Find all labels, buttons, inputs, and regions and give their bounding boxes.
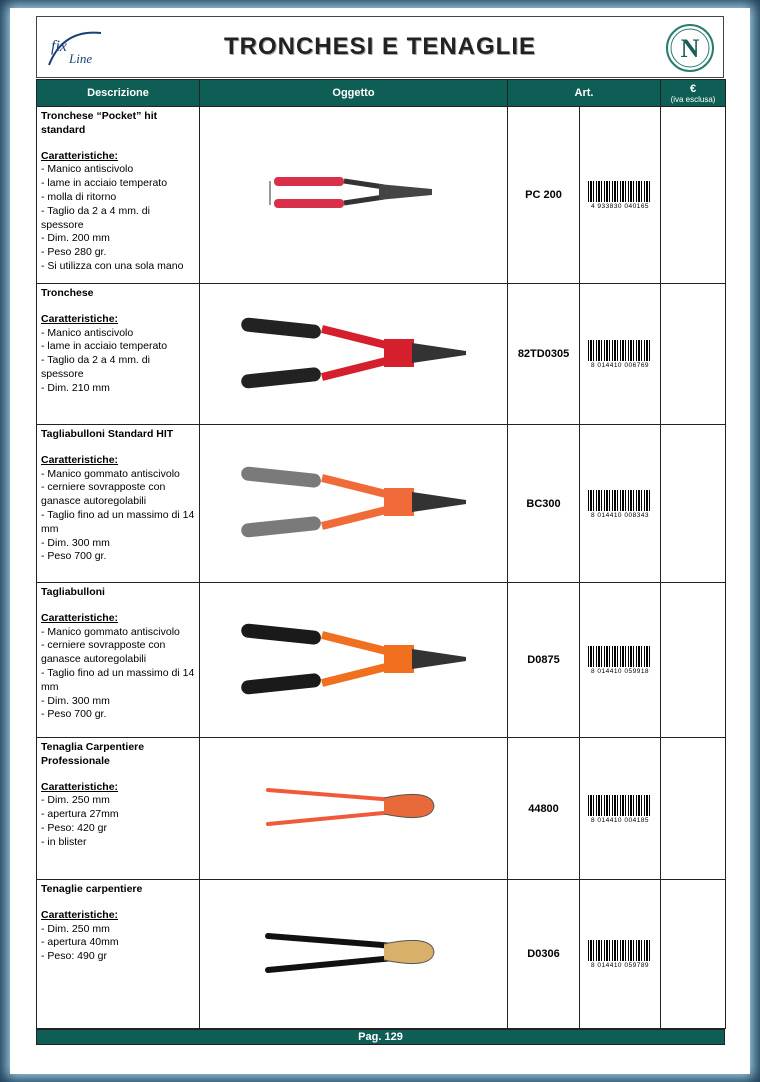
pincers-orange-icon bbox=[200, 782, 507, 835]
price-cell bbox=[661, 880, 726, 1029]
feature-line: - Dim. 250 mm bbox=[41, 794, 110, 807]
feature-line: - Peso 700 gr. bbox=[41, 550, 107, 563]
product-name: Tenaglie carpentiere bbox=[41, 883, 143, 895]
feature-line: - lame in acciaio temperato bbox=[41, 340, 168, 353]
feature-line: - lame in acciaio temperato bbox=[41, 177, 168, 190]
table-row bbox=[37, 583, 726, 738]
svg-text:N: N bbox=[680, 34, 700, 63]
barcode bbox=[588, 490, 652, 518]
description-cell bbox=[37, 738, 200, 880]
barcode-number: 8 014410 006769 bbox=[590, 362, 650, 369]
bolt-cutter-grey-icon bbox=[200, 452, 507, 555]
article-code: 82TD0305 bbox=[508, 284, 580, 425]
pocket-cutter-icon bbox=[200, 169, 507, 222]
table-row bbox=[37, 107, 726, 284]
article-code: BC300 bbox=[508, 425, 580, 583]
barcode-cell bbox=[580, 284, 661, 425]
description-cell bbox=[37, 880, 200, 1029]
table-row bbox=[37, 880, 726, 1029]
article-code: D0306 bbox=[508, 880, 580, 1029]
feature-line: - Peso: 490 gr bbox=[41, 950, 107, 963]
features-heading: Caratteristiche: bbox=[41, 780, 119, 793]
product-image-cell bbox=[200, 425, 508, 583]
n-brand-logo bbox=[665, 23, 715, 73]
feature-line: - in blister bbox=[41, 835, 87, 848]
product-name: Tenaglia Carpentiere Professionale bbox=[41, 741, 145, 767]
barcode-number: 8 014410 059918 bbox=[590, 668, 650, 675]
product-name: Tagliabulloni Standard HIT bbox=[41, 428, 174, 440]
feature-line: - Manico antiscivolo bbox=[41, 163, 134, 176]
feature-line: - cerniere sovrapposte con ganasce autoregolabili bbox=[41, 639, 166, 666]
article-code: 44800 bbox=[508, 738, 580, 880]
price-cell bbox=[661, 107, 726, 284]
feature-line: - Dim. 210 mm bbox=[41, 381, 110, 394]
barcode-number: 8 014410 008343 bbox=[590, 511, 650, 519]
feature-line: - Peso 700 gr. bbox=[41, 708, 107, 721]
svg-text:fix: fix bbox=[51, 38, 67, 55]
feature-line: - Taglio fino ad un massimo di 14 mm bbox=[41, 666, 195, 693]
product-name: Tronchese bbox=[41, 287, 94, 299]
feature-line: - cerniere sovrapposte con ganasce autoregolabili bbox=[41, 481, 166, 508]
barcode-number: 4 933830 040165 bbox=[590, 203, 650, 210]
feature-line: - apertura 40mm bbox=[41, 936, 119, 949]
table-row bbox=[37, 284, 726, 425]
barcode bbox=[588, 181, 652, 209]
bolt-cutter-red-icon bbox=[200, 303, 507, 406]
barcode-number: 8 014410 004185 bbox=[590, 816, 650, 824]
feature-line: - Manico gommato antiscivolo bbox=[41, 467, 180, 480]
col-descrizione: Descrizione bbox=[37, 80, 200, 107]
features-heading: Caratteristiche: bbox=[41, 453, 119, 466]
col-price: € (iva esclusa) bbox=[661, 80, 726, 107]
col-art: Art. bbox=[508, 80, 661, 107]
barcode-cell bbox=[580, 583, 661, 738]
feature-line: - Dim. 250 mm bbox=[41, 922, 110, 935]
page-footer: Pag. 129 bbox=[36, 1029, 725, 1045]
feature-line: - Dim. 300 mm bbox=[41, 694, 110, 707]
barcode-cell bbox=[580, 107, 661, 284]
description-cell bbox=[37, 425, 200, 583]
product-image-cell bbox=[200, 284, 508, 425]
price-cell bbox=[661, 284, 726, 425]
table-row bbox=[37, 738, 726, 880]
svg-text:Line: Line bbox=[69, 51, 93, 66]
pincers-black-icon bbox=[200, 928, 507, 981]
product-image-cell bbox=[200, 880, 508, 1029]
product-image-cell bbox=[200, 583, 508, 738]
barcode-number: 8 014410 059789 bbox=[590, 962, 650, 969]
feature-line: - Taglio da 2 a 4 mm. di spessore bbox=[41, 354, 150, 380]
barcode-cell bbox=[580, 880, 661, 1029]
barcode bbox=[588, 340, 652, 368]
page-header bbox=[36, 16, 724, 78]
price-cell bbox=[661, 425, 726, 583]
features-heading: Caratteristiche: bbox=[41, 611, 119, 624]
features-heading: Caratteristiche: bbox=[41, 312, 119, 325]
feature-line: - molla di ritorno bbox=[41, 190, 117, 203]
feature-line: - apertura 27mm bbox=[41, 808, 119, 821]
description-cell bbox=[37, 583, 200, 738]
description-cell bbox=[37, 107, 200, 284]
page-title: TRONCHESI E TENAGLIE bbox=[223, 33, 537, 60]
barcode bbox=[588, 646, 652, 674]
product-name: Tronchese “Pocket” hit standard bbox=[41, 110, 158, 136]
price-note: (iva esclusa) bbox=[670, 94, 716, 104]
feature-line: - Dim. 300 mm bbox=[41, 536, 110, 549]
barcode bbox=[588, 795, 652, 823]
barcode-cell bbox=[580, 738, 661, 880]
features-heading: Caratteristiche: bbox=[41, 908, 119, 921]
description-cell bbox=[37, 284, 200, 425]
col-oggetto: Oggetto bbox=[200, 80, 508, 107]
barcode-cell bbox=[580, 425, 661, 583]
article-code: PC 200 bbox=[508, 107, 580, 284]
barcode bbox=[588, 940, 652, 968]
feature-line: - Taglio fino ad un massimo di 14 mm bbox=[41, 508, 195, 535]
feature-line: - Manico gommato antiscivolo bbox=[41, 625, 180, 638]
table-row bbox=[37, 425, 726, 583]
table-header-row bbox=[37, 80, 726, 107]
feature-line: - Si utilizza con una sola mano bbox=[41, 259, 184, 272]
article-code: D0875 bbox=[508, 583, 580, 738]
price-cell bbox=[661, 583, 726, 738]
feature-line: - Taglio da 2 a 4 mm. di spessore bbox=[41, 204, 150, 231]
product-image-cell bbox=[200, 107, 508, 284]
product-image-cell bbox=[200, 738, 508, 880]
product-table bbox=[36, 79, 726, 1029]
feature-line: - Dim. 200 mm bbox=[41, 232, 110, 245]
bolt-cutter-black-icon bbox=[200, 609, 507, 712]
feature-line: - Manico antiscivolo bbox=[41, 326, 134, 339]
price-cell bbox=[661, 738, 726, 880]
product-name: Tagliabulloni bbox=[41, 586, 105, 598]
feature-line: - Peso: 420 gr bbox=[41, 821, 107, 834]
feature-line: - Peso 280 gr. bbox=[41, 246, 107, 259]
features-heading: Caratteristiche: bbox=[41, 149, 119, 162]
